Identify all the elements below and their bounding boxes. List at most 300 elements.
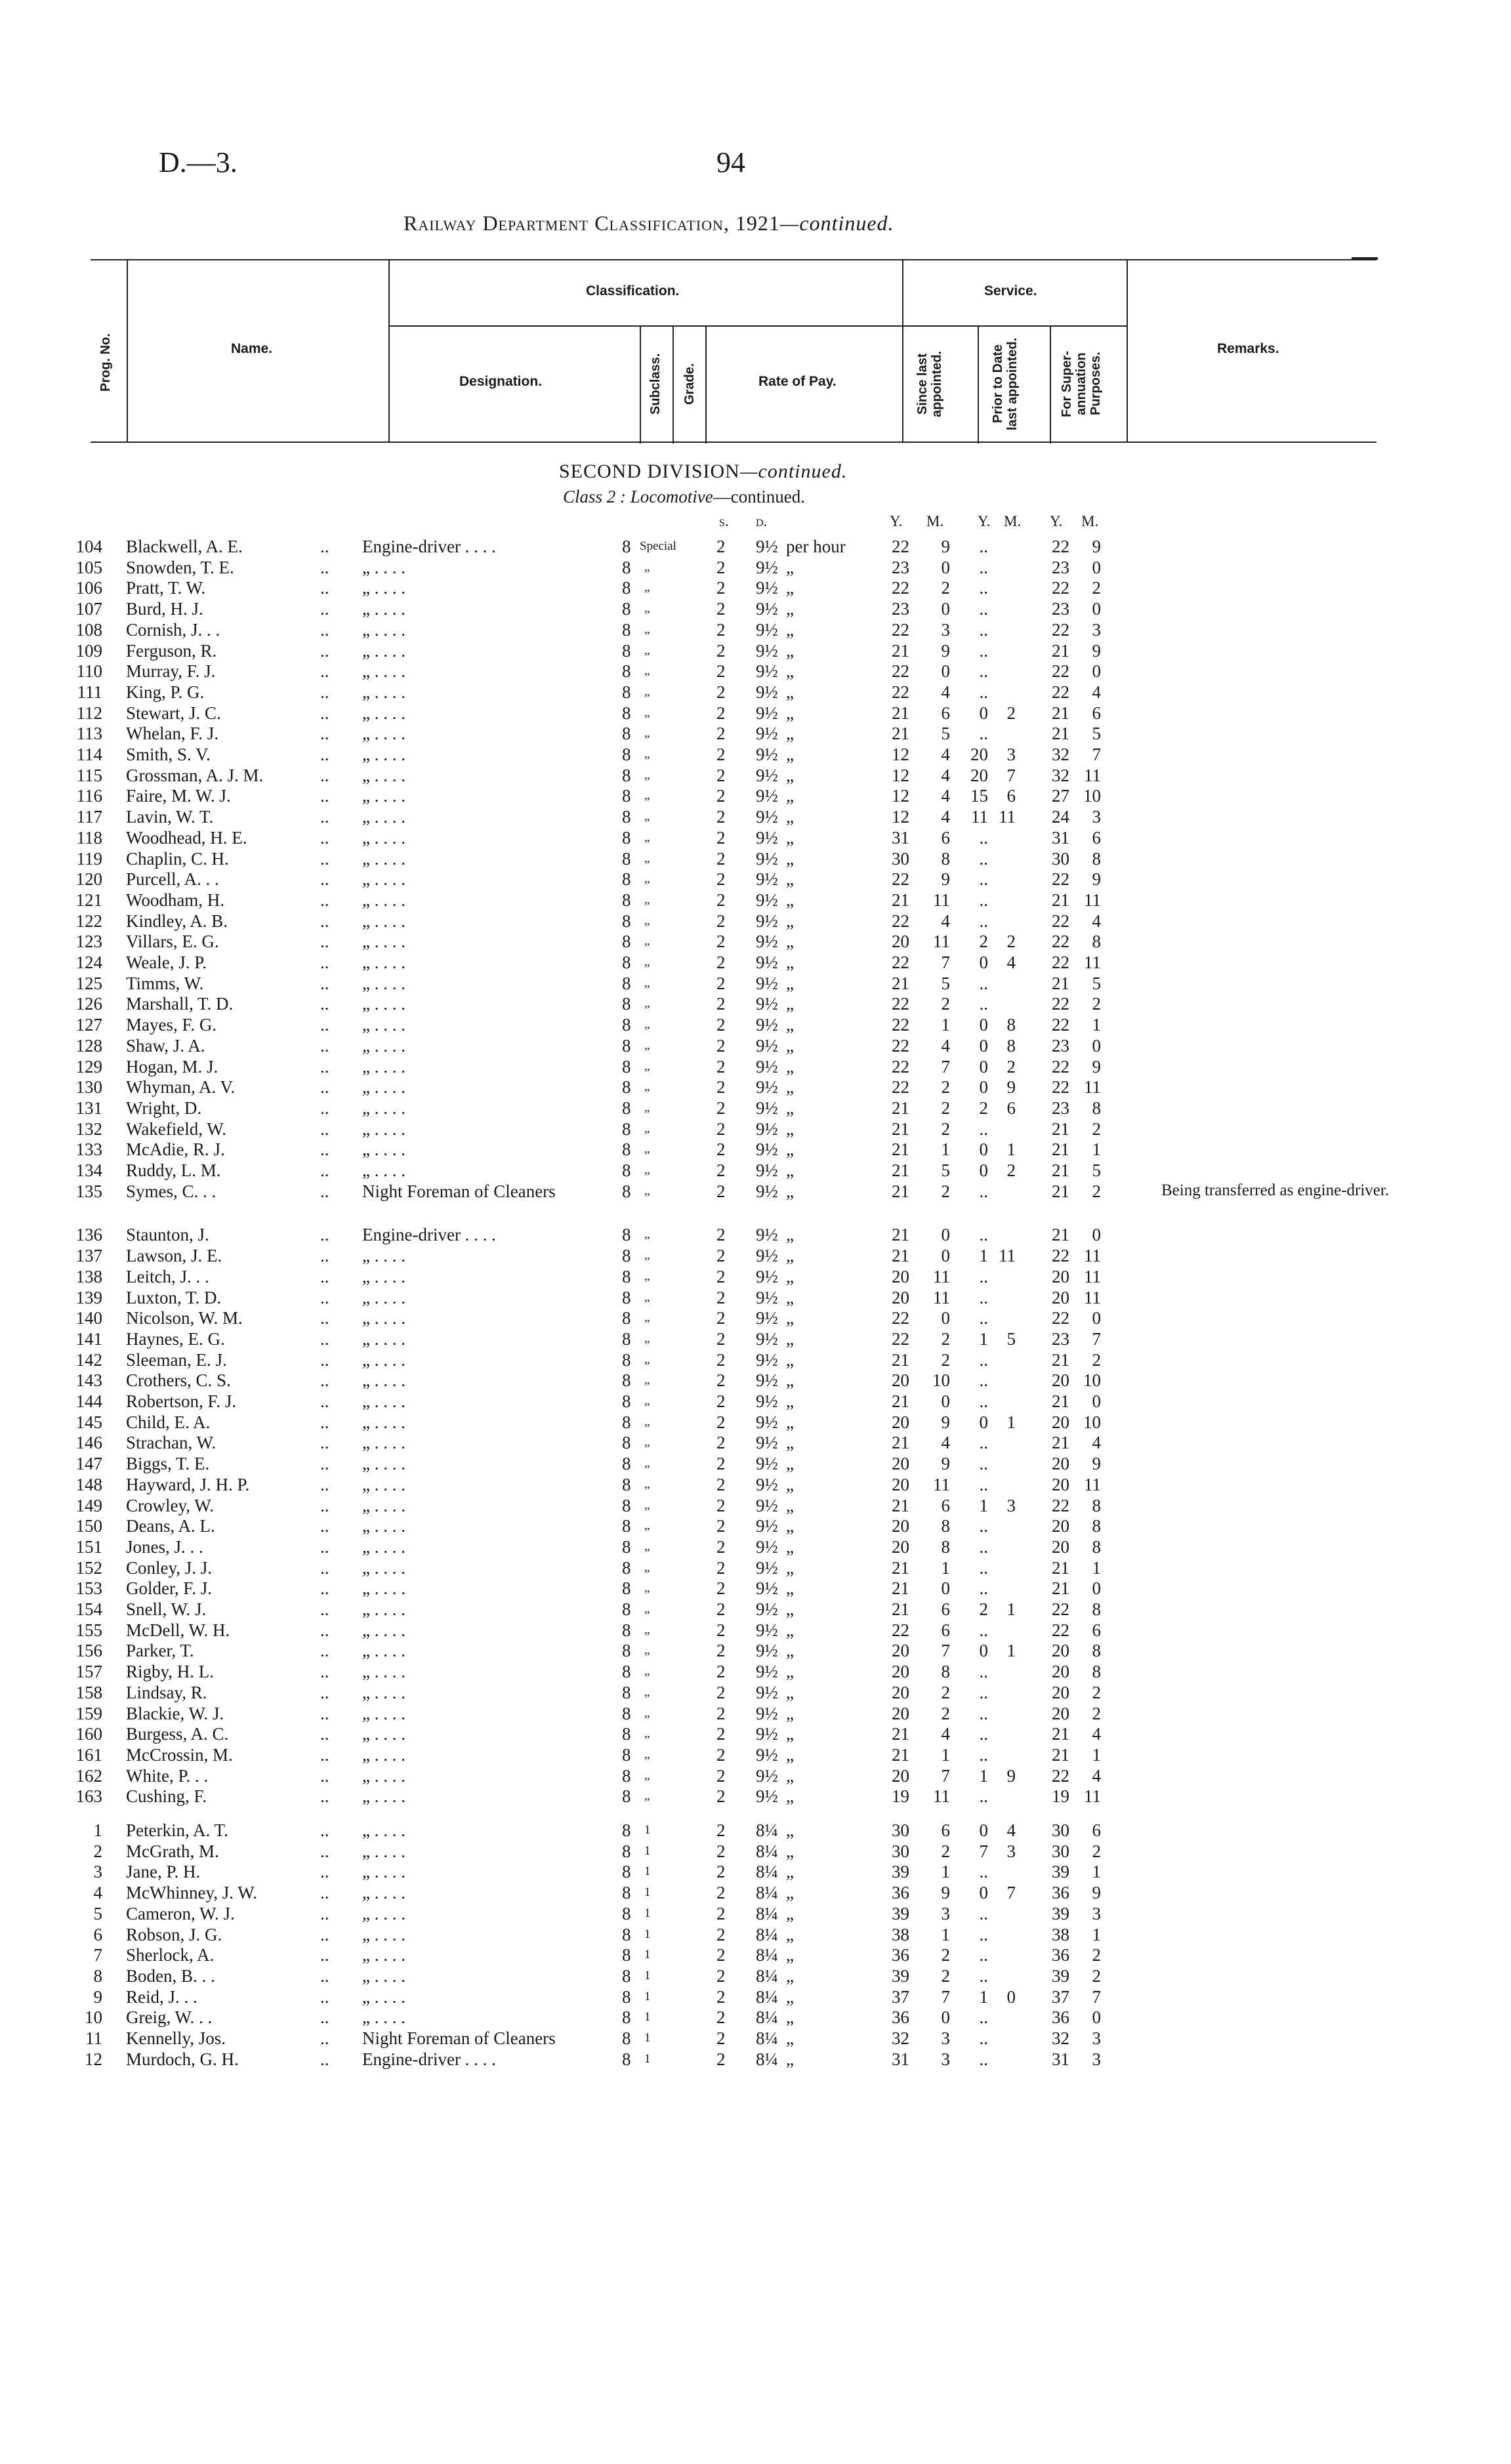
since-months-cell: 2 — [941, 1181, 950, 1201]
designation-cell: „ . . . . — [362, 703, 405, 723]
since-years-cell: 20 — [892, 1682, 909, 1702]
rate-pence-cell: 9½ — [756, 1682, 778, 1702]
since-months-cell: 0 — [941, 557, 950, 577]
page-number: 94 — [716, 146, 745, 178]
rate-unit-cell: „ — [786, 1620, 794, 1640]
rate-pence-cell: 9½ — [756, 1516, 778, 1536]
super-months-cell: 11 — [1084, 1246, 1101, 1266]
super-months-cell: 8 — [1092, 1516, 1101, 1536]
since-years-cell: 21 — [892, 1160, 909, 1180]
rate-shillings-cell: 2 — [716, 827, 726, 848]
rate-shillings-cell: 2 — [716, 1035, 726, 1056]
table-row — [0, 2007, 1511, 2027]
super-years-cell: 21 — [1052, 1181, 1069, 1201]
rate-unit-cell: „ — [786, 1119, 794, 1139]
name-cell: Woodhead, H. E. — [126, 827, 247, 848]
since-months-cell: 9 — [941, 1454, 950, 1474]
grade-cell: „ — [644, 1456, 650, 1471]
subclass-cell: 8 — [622, 1516, 631, 1536]
unit-y3: Y. — [1050, 513, 1063, 529]
rate-unit-cell: „ — [786, 1965, 794, 1986]
rate-unit-cell: „ — [786, 1682, 794, 1702]
super-months-cell: 4 — [1092, 911, 1101, 931]
grade-cell: „ — [644, 975, 650, 990]
rate-shillings-cell: 2 — [716, 1516, 726, 1536]
subclass-cell: 8 — [622, 1945, 631, 1965]
since-years-cell: 12 — [892, 807, 909, 827]
rate-shillings-cell: 2 — [716, 848, 726, 869]
prior-months-cell: 8 — [1006, 1015, 1016, 1035]
table-row — [0, 1036, 1511, 1056]
class-label: Class 2 : Locomotive — [563, 487, 713, 506]
rate-shillings-cell: 2 — [716, 1098, 726, 1118]
rate-unit-cell: „ — [786, 2049, 794, 2069]
prior-months-cell: 6 — [1006, 786, 1016, 806]
since-years-cell: 21 — [892, 703, 909, 723]
since-months-cell: 0 — [941, 1225, 950, 1245]
rate-pence-cell: 9½ — [756, 1641, 778, 1661]
rate-shillings-cell: 2 — [716, 661, 726, 682]
rate-unit-cell: „ — [786, 724, 794, 744]
subclass-cell: 8 — [622, 578, 631, 598]
leader-dots: .. — [320, 557, 329, 577]
table-row — [0, 786, 1511, 806]
table-row — [0, 1433, 1511, 1452]
leader-dots: .. — [320, 2007, 329, 2028]
leader-dots: .. — [320, 953, 329, 972]
rate-shillings-cell: 2 — [716, 869, 726, 890]
grade-cell: „ — [644, 1080, 650, 1094]
header-prog-no: Prog. No. — [98, 333, 113, 392]
rate-shillings-cell: 2 — [716, 1308, 726, 1328]
prog-no-cell: 10 — [85, 2007, 102, 2028]
since-years-cell: 32 — [892, 2028, 909, 2048]
remarks-cell: Being transferred as engine-driver. — [1161, 1181, 1390, 1199]
rate-pence-cell: 9½ — [756, 745, 778, 764]
super-months-cell: 1 — [1092, 1744, 1101, 1765]
since-months-cell: 1 — [941, 1744, 950, 1765]
designation-cell: „ . . . . — [362, 1474, 405, 1494]
leader-dots: .. — [320, 1287, 329, 1307]
prog-no-cell: 142 — [75, 1349, 102, 1370]
table-row — [0, 1558, 1511, 1578]
rate-shillings-cell: 2 — [716, 1599, 726, 1619]
table-row — [0, 974, 1511, 993]
rate-shillings-cell: 2 — [716, 890, 726, 910]
leader-dots: .. — [320, 1682, 329, 1702]
name-cell: Ruddy, L. M. — [126, 1160, 221, 1180]
prior-months-cell: 2 — [1006, 1160, 1016, 1180]
designation-cell: „ . . . . — [362, 1454, 405, 1474]
since-years-cell: 21 — [892, 1225, 909, 1245]
super-years-cell: 22 — [1052, 1015, 1069, 1035]
leader-dots: .. — [320, 1516, 329, 1536]
table-row — [0, 1683, 1511, 1702]
super-months-cell: 9 — [1092, 869, 1101, 890]
grade-cell: „ — [644, 1059, 650, 1073]
name-cell: Hogan, M. J. — [126, 1056, 218, 1077]
since-years-cell: 22 — [892, 1015, 909, 1035]
subclass-cell: 8 — [622, 2049, 631, 2069]
super-years-cell: 24 — [1052, 807, 1069, 827]
table-row — [0, 932, 1511, 951]
table-row — [0, 1516, 1511, 1536]
subclass-cell: 8 — [622, 1786, 631, 1807]
super-months-cell: 1 — [1092, 1862, 1101, 1882]
rate-unit-cell: „ — [786, 1349, 794, 1370]
rate-unit-cell: „ — [786, 640, 794, 661]
subclass-cell: 8 — [622, 1557, 631, 1578]
rate-pence-cell: 9½ — [756, 1140, 778, 1160]
table-row — [0, 703, 1511, 723]
prog-no-cell: 127 — [75, 1015, 102, 1035]
rate-shillings-cell: 2 — [716, 1015, 726, 1035]
super-months-cell: 6 — [1092, 1820, 1101, 1840]
super-months-cell: 8 — [1092, 848, 1101, 869]
grade-cell: 1 — [644, 1968, 651, 1982]
subclass-cell: 8 — [622, 1391, 631, 1411]
rate-pence-cell: 9½ — [756, 1599, 778, 1619]
prior-years-cell: .. — [979, 1225, 988, 1245]
grade-cell: „ — [644, 1352, 650, 1366]
rate-unit-cell: „ — [786, 1945, 794, 1965]
prog-no-cell: 120 — [75, 869, 102, 890]
prior-years-cell: .. — [979, 1744, 988, 1765]
prior-months-cell: 7 — [1006, 1883, 1016, 1903]
since-years-cell: 31 — [892, 2049, 909, 2069]
name-cell: White, P. . . — [126, 1765, 209, 1786]
name-cell: Reid, J. . . — [126, 1986, 197, 2007]
since-months-cell: 9 — [941, 1412, 950, 1432]
rate-pence-cell: 9½ — [756, 994, 778, 1014]
rate-pence-cell: 8¼ — [756, 1820, 778, 1840]
super-years-cell: 32 — [1052, 2028, 1069, 2048]
header-grade: Grade. — [682, 363, 697, 405]
since-years-cell: 36 — [892, 2007, 909, 2028]
subclass-cell: 8 — [622, 1474, 631, 1494]
rate-unit-cell: „ — [786, 1077, 794, 1098]
table-row — [0, 1496, 1511, 1515]
super-years-cell: 21 — [1052, 1140, 1069, 1160]
rate-unit-cell: „ — [786, 619, 794, 640]
since-months-cell: 7 — [941, 1056, 950, 1077]
table-row — [0, 1599, 1511, 1619]
super-years-cell: 31 — [1052, 827, 1069, 848]
super-years-cell: 21 — [1052, 703, 1069, 723]
table-row — [0, 641, 1511, 661]
rate-pence-cell: 9½ — [756, 1077, 778, 1098]
prior-years-cell: 0 — [979, 1077, 988, 1098]
name-cell: Boden, B. . . — [126, 1965, 215, 1986]
prog-no-cell: 112 — [76, 703, 102, 723]
name-cell: Golder, F. J. — [126, 1578, 213, 1599]
super-months-cell: 11 — [1084, 765, 1101, 785]
name-cell: Murray, F. J. — [126, 661, 216, 682]
super-months-cell: 10 — [1083, 786, 1101, 806]
leader-dots: .. — [320, 911, 329, 931]
super-years-cell: 21 — [1052, 1225, 1069, 1245]
rate-shillings-cell: 2 — [716, 682, 726, 702]
grade-cell: „ — [644, 726, 650, 741]
since-years-cell: 39 — [892, 1862, 909, 1882]
prog-no-cell: 143 — [75, 1370, 102, 1391]
leader-dots: .. — [320, 661, 329, 682]
leader-dots: .. — [320, 807, 329, 827]
page-code: D.—3. — [159, 146, 238, 178]
super-years-cell: 22 — [1052, 1056, 1069, 1077]
prior-years-cell: 1 — [979, 1765, 988, 1786]
super-years-cell: 20 — [1052, 1703, 1069, 1723]
prog-no-cell: 160 — [75, 1724, 102, 1744]
prior-years-cell: .. — [979, 557, 988, 577]
table-row — [0, 1820, 1511, 1840]
designation-cell: „ . . . . — [362, 786, 405, 806]
super-years-cell: 22 — [1052, 911, 1069, 931]
super-months-cell: 5 — [1092, 973, 1101, 993]
since-months-cell: 2 — [941, 578, 950, 598]
name-cell: McDell, W. H. — [126, 1620, 230, 1640]
subclass-cell: 8 — [622, 745, 631, 764]
since-months-cell: 7 — [941, 1765, 950, 1786]
prior-years-cell: 0 — [979, 1160, 988, 1180]
rate-shillings-cell: 2 — [716, 724, 726, 744]
grade-cell: „ — [644, 955, 650, 969]
prog-no-cell: 155 — [75, 1620, 102, 1640]
since-years-cell: 22 — [892, 1035, 909, 1056]
rate-shillings-cell: 2 — [716, 1578, 726, 1599]
designation-cell: „ . . . . — [362, 578, 405, 598]
prior-years-cell: 0 — [979, 1140, 988, 1160]
since-months-cell: 2 — [941, 1965, 950, 1986]
since-years-cell: 21 — [892, 1349, 909, 1370]
rate-unit-cell: „ — [786, 890, 794, 910]
rate-unit-cell: „ — [786, 578, 794, 598]
rate-shillings-cell: 2 — [716, 1370, 726, 1391]
grade-cell: „ — [644, 1373, 650, 1387]
subclass-cell: 8 — [622, 1862, 631, 1882]
rate-pence-cell: 9½ — [756, 1287, 778, 1307]
since-years-cell: 22 — [892, 994, 909, 1014]
table-row — [0, 1620, 1511, 1640]
header-since-last: Since last appointed. — [915, 350, 944, 417]
designation-cell: „ . . . . — [362, 890, 405, 910]
rate-unit-cell: „ — [786, 2007, 794, 2028]
since-months-cell: 4 — [941, 745, 950, 764]
since-months-cell: 5 — [941, 724, 950, 744]
division-heading — [559, 461, 847, 483]
subclass-cell: 8 — [622, 911, 631, 931]
super-months-cell: 2 — [1092, 1181, 1101, 1201]
super-months-cell: 10 — [1083, 1370, 1101, 1391]
grade-cell: „ — [644, 664, 650, 678]
rate-unit-cell: „ — [786, 765, 794, 785]
grade-cell: „ — [644, 1706, 650, 1720]
super-years-cell: 21 — [1052, 724, 1069, 744]
rate-shillings-cell: 2 — [716, 619, 726, 640]
rate-pence-cell: 9½ — [756, 1246, 778, 1266]
grade-cell: „ — [644, 851, 650, 865]
rate-pence-cell: 9½ — [756, 1703, 778, 1723]
table-row — [0, 1925, 1511, 1944]
table-row — [0, 620, 1511, 640]
since-years-cell: 22 — [892, 1328, 909, 1349]
subclass-cell: 8 — [622, 1820, 631, 1840]
since-months-cell: 4 — [941, 682, 950, 702]
table-row — [0, 1350, 1511, 1370]
unit-y2: Y. — [978, 513, 991, 529]
name-cell: Peterkin, A. T. — [126, 1820, 228, 1840]
rate-shillings-cell: 2 — [716, 1246, 726, 1266]
leader-dots: .. — [320, 537, 329, 556]
rate-unit-cell: „ — [786, 1225, 794, 1245]
since-months-cell: 11 — [933, 890, 950, 910]
prior-years-cell: 1 — [979, 1986, 988, 2007]
name-cell: Burgess, A. C. — [126, 1724, 229, 1744]
super-months-cell: 8 — [1092, 932, 1101, 952]
leader-dots: .. — [320, 1391, 329, 1411]
grade-cell: „ — [644, 872, 650, 886]
super-years-cell: 23 — [1052, 599, 1069, 619]
since-months-cell: 9 — [941, 640, 950, 661]
super-months-cell: 1 — [1092, 1140, 1101, 1160]
grade-cell: „ — [644, 1227, 650, 1242]
rate-unit-cell: „ — [786, 1454, 794, 1474]
rate-pence-cell: 9½ — [756, 1454, 778, 1474]
since-months-cell: 6 — [941, 1495, 950, 1515]
designation-cell: „ . . . . — [362, 1516, 405, 1536]
prog-no-cell: 137 — [75, 1246, 102, 1266]
prog-no-cell: 162 — [75, 1765, 102, 1786]
table-row — [0, 1160, 1511, 1180]
name-cell: Weale, J. P. — [126, 953, 207, 972]
since-months-cell: 4 — [941, 1433, 950, 1453]
prior-years-cell: .. — [979, 1370, 988, 1391]
subclass-cell: 8 — [622, 2007, 631, 2028]
name-cell: Murdoch, G. H. — [126, 2049, 239, 2069]
since-years-cell: 20 — [892, 1703, 909, 1723]
name-cell: Child, E. A. — [126, 1412, 211, 1432]
super-months-cell: 11 — [1084, 890, 1101, 910]
subclass-cell: 8 — [622, 619, 631, 640]
since-years-cell: 23 — [892, 557, 909, 577]
super-months-cell: 3 — [1092, 2028, 1101, 2048]
prior-years-cell: .. — [979, 1433, 988, 1453]
class-suffix: —continued. — [713, 487, 805, 506]
rate-pence-cell: 9½ — [756, 1349, 778, 1370]
rate-unit-cell: „ — [786, 911, 794, 931]
leader-dots: .. — [320, 1370, 329, 1391]
name-cell: McGrath, M. — [126, 1841, 219, 1861]
prior-years-cell: .. — [979, 578, 988, 598]
unit-m2: M. — [1004, 513, 1022, 529]
rate-unit-cell: „ — [786, 1599, 794, 1619]
subclass-cell: 8 — [622, 1965, 631, 1986]
super-years-cell: 38 — [1052, 1924, 1069, 1944]
designation-cell: „ . . . . — [362, 1391, 405, 1411]
super-months-cell: 11 — [1084, 1474, 1101, 1494]
name-cell: Blackie, W. J. — [126, 1703, 224, 1723]
rate-pence-cell: 9½ — [756, 827, 778, 848]
rate-shillings-cell: 2 — [716, 1662, 726, 1682]
subclass-cell: 8 — [622, 1744, 631, 1765]
super-years-cell: 22 — [1052, 1620, 1069, 1640]
leader-dots: .. — [320, 1181, 329, 1201]
since-years-cell: 21 — [892, 1119, 909, 1139]
subclass-cell: 8 — [622, 1841, 631, 1861]
name-cell: Strachan, W. — [126, 1433, 217, 1453]
rate-shillings-cell: 2 — [716, 1986, 726, 2007]
name-cell: Sleeman, E. J. — [126, 1349, 227, 1370]
rate-unit-cell: „ — [786, 786, 794, 806]
grade-cell: 1 — [644, 2010, 651, 2024]
subclass-cell: 8 — [622, 1495, 631, 1515]
since-years-cell: 22 — [892, 1620, 909, 1640]
super-months-cell: 9 — [1092, 1883, 1101, 1903]
super-months-cell: 2 — [1092, 1841, 1101, 1861]
subclass-cell: 8 — [622, 1883, 631, 1903]
prior-years-cell: .. — [979, 682, 988, 702]
grade-cell: „ — [644, 1789, 650, 1803]
leader-dots: .. — [320, 1140, 329, 1160]
rate-pence-cell: 9½ — [756, 1181, 778, 1201]
super-months-cell: 9 — [1092, 640, 1101, 661]
rate-unit-cell: „ — [786, 1536, 794, 1557]
super-months-cell: 0 — [1092, 1578, 1101, 1599]
table-row — [0, 1578, 1511, 1598]
name-cell: Purcell, A. . . — [126, 869, 219, 890]
leader-dots: .. — [320, 1820, 329, 1840]
grade-cell: „ — [644, 747, 650, 761]
prior-years-cell: .. — [979, 1662, 988, 1682]
since-years-cell: 20 — [892, 932, 909, 952]
class-heading — [563, 487, 805, 507]
prog-no-cell: 145 — [75, 1412, 102, 1432]
table-row — [0, 724, 1511, 743]
since-months-cell: 7 — [941, 1641, 950, 1661]
since-years-cell: 39 — [892, 1903, 909, 1923]
rate-shillings-cell: 2 — [716, 1820, 726, 1840]
prog-no-cell: 150 — [75, 1516, 102, 1536]
since-years-cell: 12 — [892, 786, 909, 806]
subclass-cell: 8 — [622, 848, 631, 869]
table-row — [0, 1098, 1511, 1118]
super-years-cell: 22 — [1052, 932, 1069, 952]
super-years-cell: 22 — [1052, 1599, 1069, 1619]
prog-no-cell: 123 — [75, 932, 102, 952]
name-cell: Rigby, H. L. — [126, 1662, 214, 1682]
prog-no-cell: 163 — [75, 1786, 102, 1807]
since-months-cell: 6 — [941, 1820, 950, 1840]
name-cell: Whelan, F. J. — [126, 724, 219, 744]
rate-shillings-cell: 2 — [716, 994, 726, 1014]
since-years-cell: 20 — [892, 1536, 909, 1557]
subclass-cell: 8 — [622, 786, 631, 806]
designation-cell: „ . . . . — [362, 1620, 405, 1640]
grade-cell: „ — [644, 1121, 650, 1136]
super-years-cell: 22 — [1052, 619, 1069, 640]
since-months-cell: 5 — [941, 1160, 950, 1180]
super-years-cell: 20 — [1052, 1516, 1069, 1536]
since-months-cell: 9 — [941, 537, 950, 556]
super-months-cell: 8 — [1092, 1662, 1101, 1682]
rate-shillings-cell: 2 — [716, 1744, 726, 1765]
designation-cell: „ . . . . — [362, 1119, 405, 1139]
rate-pence-cell: 9½ — [756, 890, 778, 910]
designation-cell: „ . . . . — [362, 1883, 405, 1903]
super-months-cell: 11 — [1084, 953, 1101, 972]
prog-no-cell: 135 — [75, 1181, 102, 1201]
prior-months-cell: 4 — [1006, 953, 1016, 972]
